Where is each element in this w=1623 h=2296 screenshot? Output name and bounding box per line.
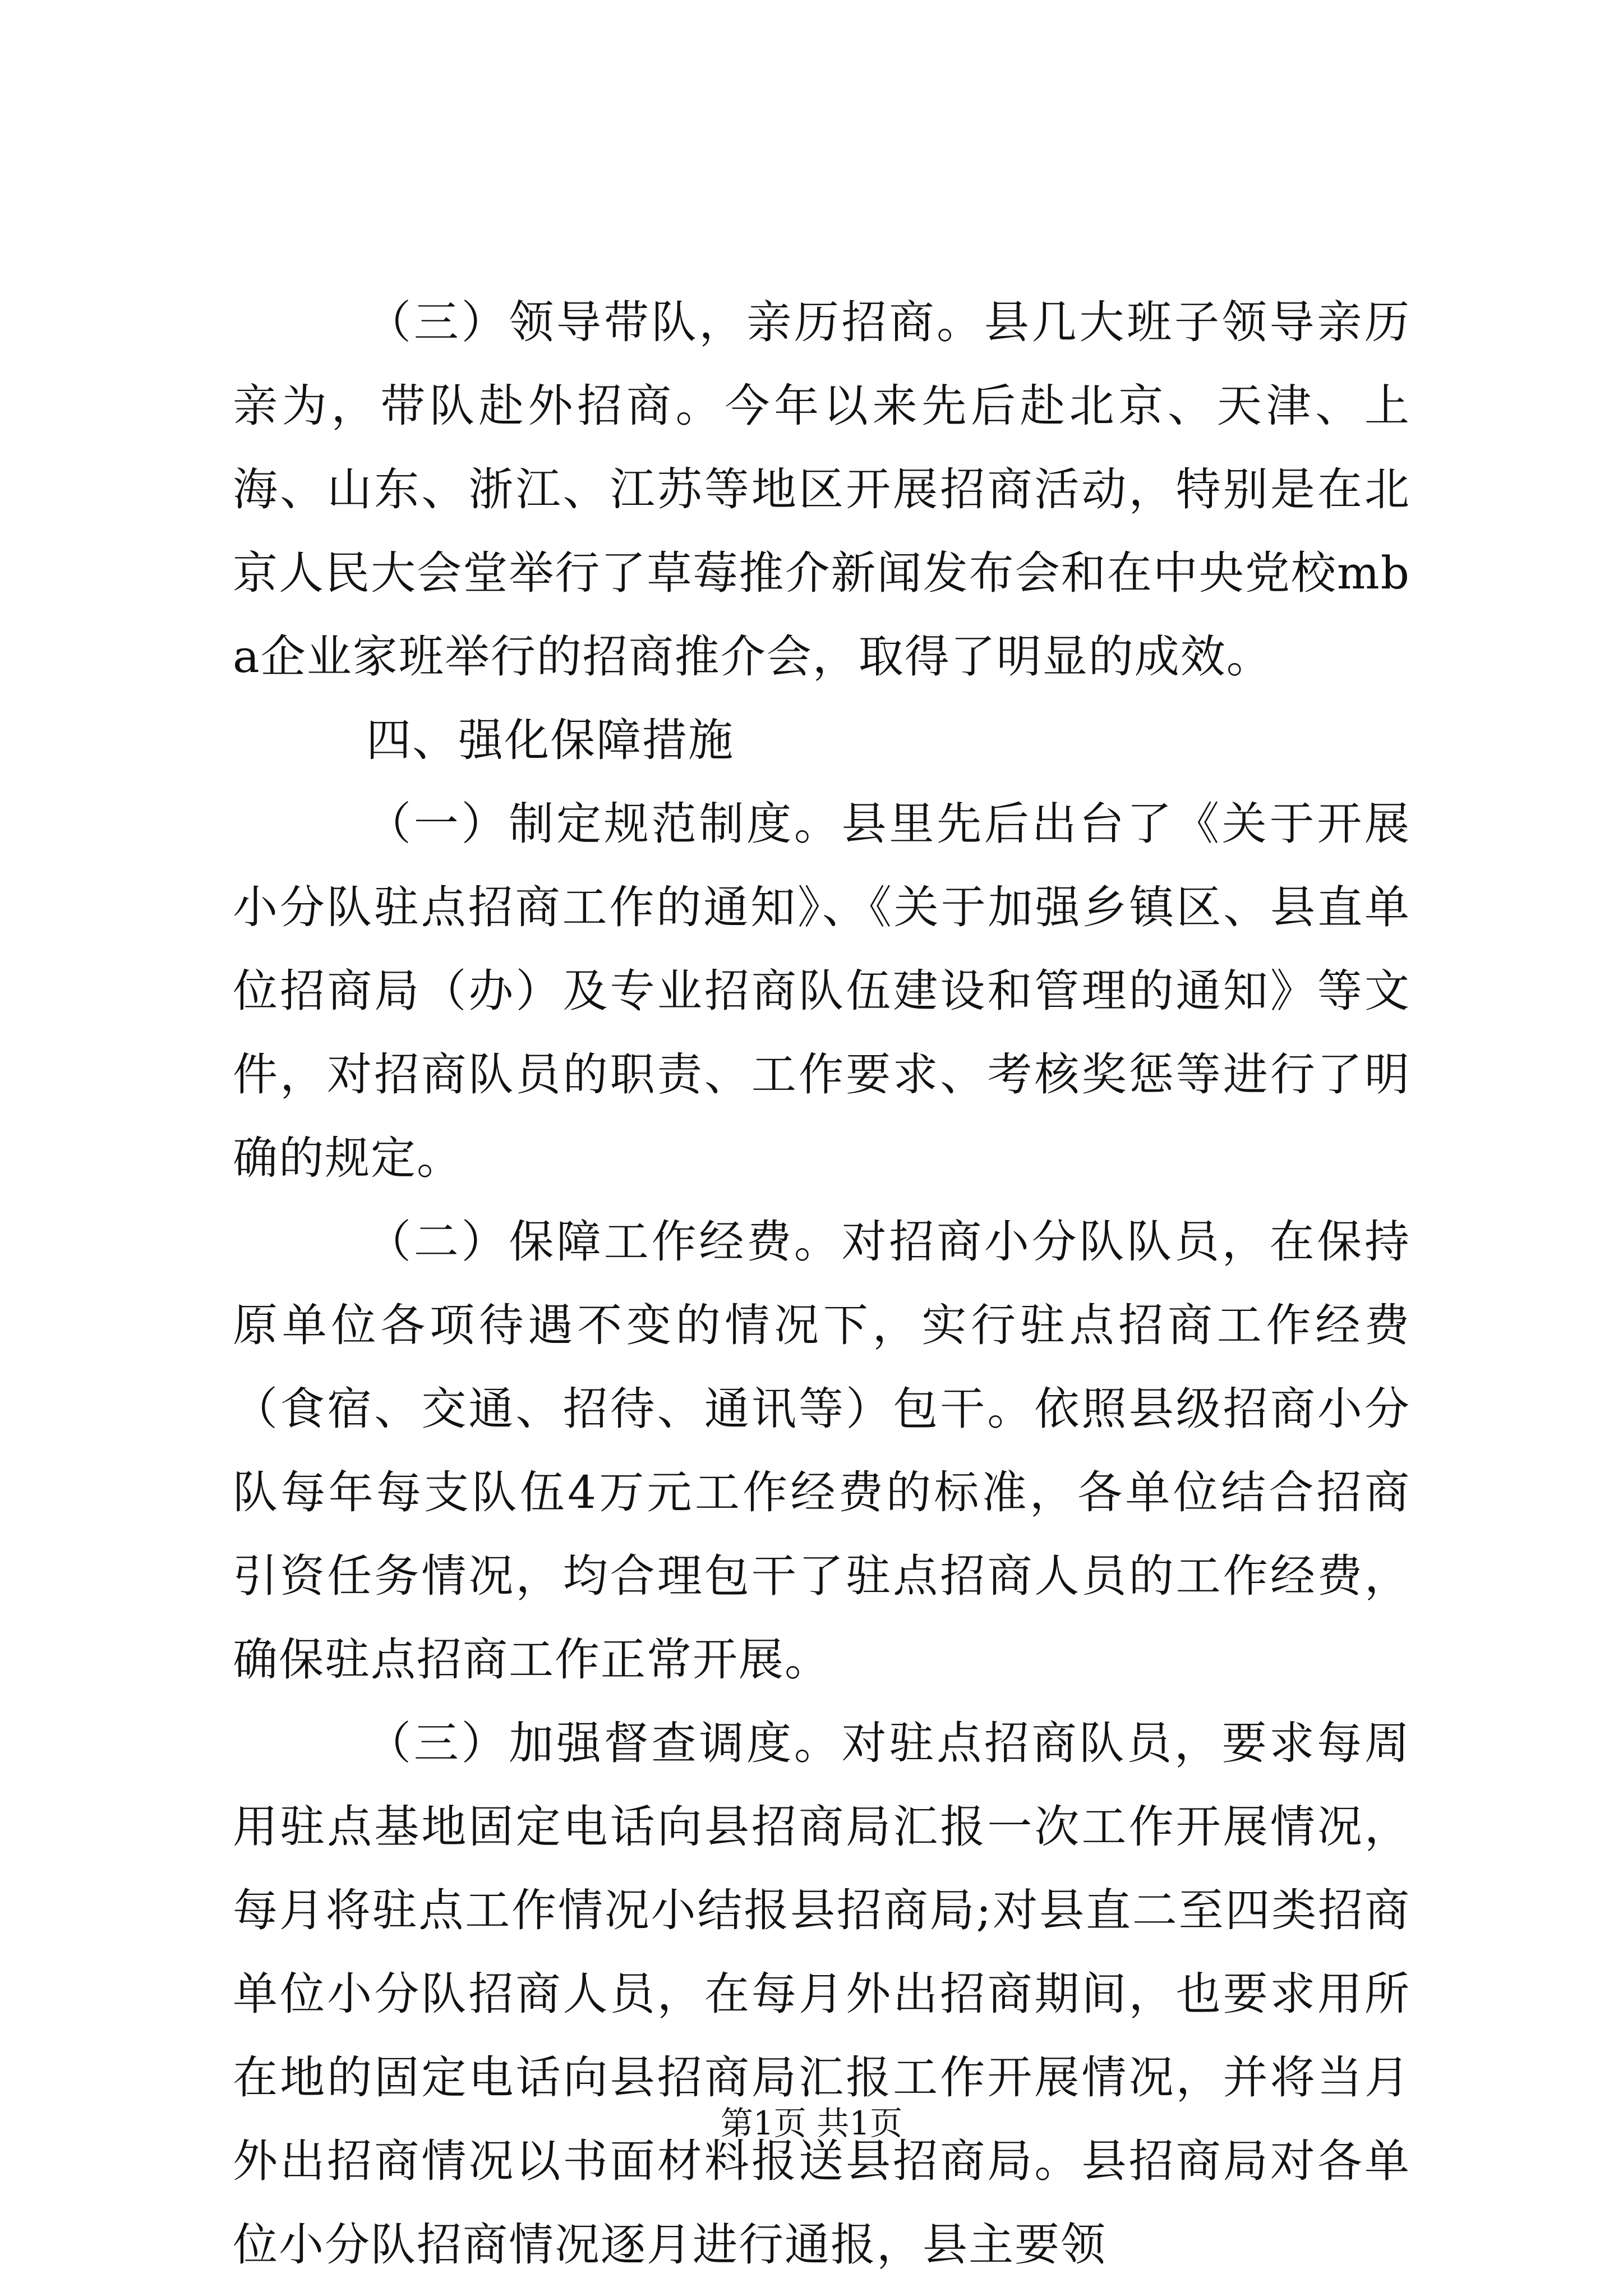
paragraph-funding: （二）保障工作经费。对招商小分队队员，在保持原单位各项待遇不变的情况下，实行驻点招商工作经费（食宿、交通、招待、通讯等）包干。依照县级招商小分队每年每支队伍4万元工作经费的标准，各单位结合招商引资任务情况，均合理包干了驻点招商人员的工作经费，确保驻点招商工作正常开展。 [233,1216,1410,1686]
document-body [233,280,1410,2286]
page-number-label: 第1页 共1页 [720,2104,903,2142]
page-footer [0,2101,1623,2146]
paragraph-leadership-investment: （三）领导带队，亲历招商。县几大班子领导亲历亲为，带队赴外招商。今年以来先后赴北京、天津、上海、山东、浙江、江苏等地区开展招商活动，特别是在北京人民大会堂举行了草莓推介新闻发布会和在中央党校mba企业家班举行的招商推介会，取得了明显的成效。 [233,296,1410,683]
paragraph-supervision: （三）加强督查调度。对驻点招商队员，要求每周用驻点基地固定电话向县招商局汇报一次工作开展情况，每月将驻点工作情况小结报县招商局;对县直二至四类招商单位小分队招商人员，在每月外出招商期间，也要求用所在地的固定电话向县招商局汇报工作开展情况，并将当月外出招商情况以书面材料报送县招商局。县招商局对各单位小分队招商情况逐月进行通报，县主要领 [233,1717,1410,2271]
section-heading-guarantee-measures: 四、强化保障措施 [366,714,734,766]
paragraph-regulations: （一）制定规范制度。县里先后出台了《关于开展小分队驻点招商工作的通知》、《关于加强乡镇区、县直单位招商局（办）及专业招商队伍建设和管理的通知》等文件，对招商队员的职责、工作要求、考核奖惩等进行了明确的规定。 [233,798,1410,1184]
